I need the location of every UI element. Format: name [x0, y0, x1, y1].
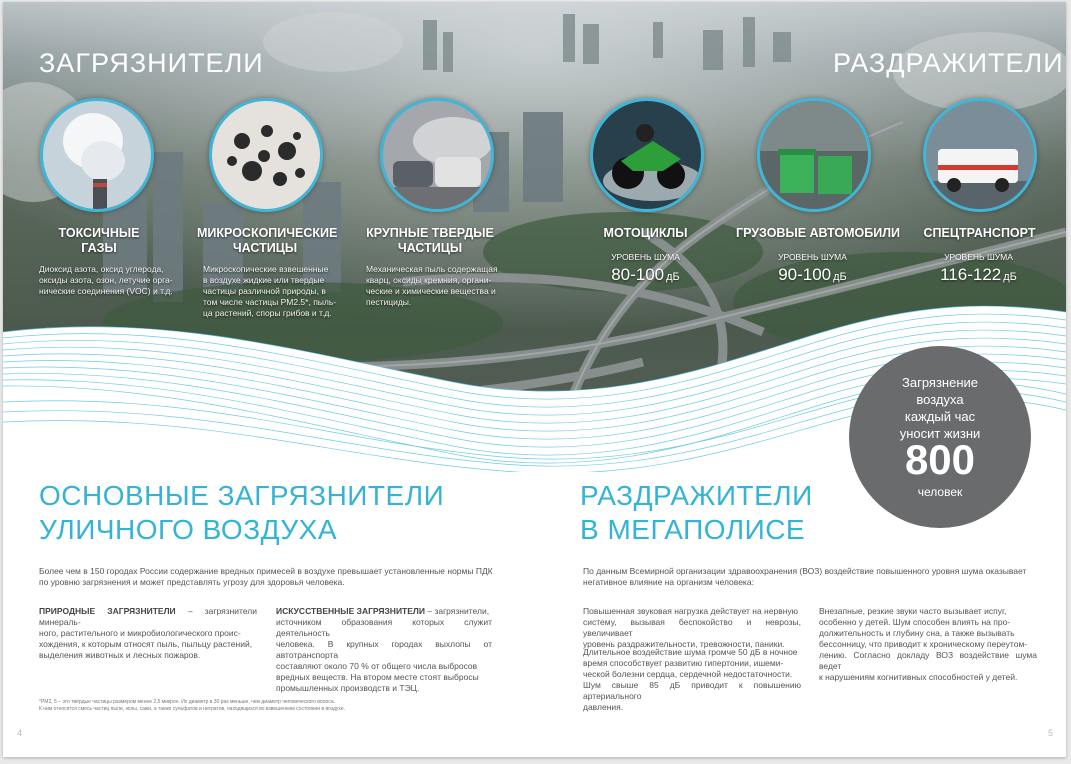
motorcycle-icon — [590, 98, 704, 212]
pollutant-title-toxic-gases: ТОКСИЧНЫЕ ГАЗЫ — [58, 226, 140, 255]
traffic-exhaust-icon — [380, 98, 494, 212]
pollutant-title-micro-particles: МИКРОСКОПИЧЕСКИЕ ЧАСТИЦЫ — [197, 226, 338, 255]
irritant-title-trucks: ГРУЗОВЫЕ АВТОМОБИЛИ — [736, 226, 900, 240]
brochure-spread — [3, 2, 1066, 757]
hypertension-paragraph: Длительное воздействие шума громче 50 дБ в ночное время способствует развитию гипертонии, ишеми- ческой болезни сердца, сердечной недостаточности. Шум свыше 85 дБ приводит к повышению артериального давления. — [583, 647, 801, 712]
stat-number: 800 — [904, 436, 976, 483]
garbage-truck-icon — [757, 98, 871, 212]
irritant-noise-label-trucks: УРОВЕНЬ ШУМА — [778, 252, 847, 262]
ambulance-icon — [923, 98, 1037, 212]
right-article-title: РАЗДРАЖИТЕЛИ В МЕГАПОЛИСЕ — [580, 480, 813, 545]
left-article-title: ОСНОВНЫЕ ЗАГРЯЗНИТЕЛИ УЛИЧНОГО ВОЗДУХА — [39, 480, 445, 545]
stat-text: Загрязнение воздуха каждый час уносит жизни — [899, 375, 981, 441]
artificial-pollutants-paragraph: ИСКУССТВЕННЫЕ ЗАГРЯЗНИТЕЛИ – загрязнители, источником образования которых служит деятельность человека. В крупных городах выхлопы от автотранспорта составляют около 70 % от общего числа выбросов вредных веществ. На втором месте стоят выбросы промышленных производств и ТЭЦ. — [276, 606, 492, 693]
pollutant-desc-toxic-gases: Диоксид азота, оксид углерода, оксиды азота, озон, летучие орга- нические соединения (VOC) и т.д. — [39, 264, 173, 296]
pollutant-desc-large-particles: Механическая пыль содержащая кварц, оксиды кремния, органи- ческие и химические вещества и пестициды. — [366, 264, 498, 307]
natural-pollutants-paragraph: ПРИРОДНЫЕ ЗАГРЯЗНИТЕЛИ – загрязнители минераль- ного, растительного и микробиологического проис- хождения, к которым относят пыль, пыльцу растений, выделения животных и лесных пожаров. — [39, 606, 257, 660]
right-section-heading: РАЗДРАЖИТЕЛИ — [833, 48, 1064, 78]
irritant-title-special-vehicles: СПЕЦТРАНСПОРТ — [923, 226, 1036, 240]
particles-icon — [209, 98, 323, 212]
irritant-noise-value-trucks: 90-100 дБ — [778, 265, 847, 284]
pm25-footnote: *PM2, 5 – это твёрдые частицы размером менее 2,5 микрон. Их диаметр в 30 раз меньше, чем диаметр человеческого волоса. К ним относятся смесь частиц пыли, золы, сажи, а также сульфатов и нитратов, находящихся во взвешенном состоянии в воздухе. — [39, 699, 345, 712]
mortality-stat-badge — [849, 346, 1031, 528]
page-number-left: 4 — [17, 728, 23, 738]
stat-unit: человек — [917, 485, 963, 499]
right-article-intro: По данным Всемирной организации здравоохранения (ВОЗ) воздействие повышенного уровня шума оказывает негативное влияние на организм человека: — [583, 566, 1027, 587]
smokestack-icon — [40, 98, 154, 212]
pollutant-title-large-particles: КРУПНЫЕ ТВЕРДЫЕ ЧАСТИЦЫ — [366, 226, 494, 255]
nervous-system-paragraph: Повышенная звуковая нагрузка действует на нервную систему, вызывая беспокойство и неврозы, увеличивает уровень раздражительности, тревожности, паники. — [583, 606, 801, 649]
left-article-intro: Более чем в 150 городах России содержание вредных примесей в воздухе превышает установленные нормы ПДК по уровню загрязнения и может представлять угрозу для здоровья человека. — [39, 566, 493, 587]
sleep-paragraph: Внезапные, резкие звуки часто вызывает испуг, особенно у детей. Шум способен влиять на про- должительность и глубину сна, а также вызывать бессонницу, что приводит к хроническому переутом- лению. Согласно докладу ВОЗ воздействие шума ведет к нарушениям когнитивных способностей у детей. — [819, 606, 1037, 682]
irritant-noise-value-motorcycles: 80-100 дБ — [611, 265, 680, 284]
irritant-noise-value-special-vehicles: 116-122 дБ — [940, 265, 1017, 284]
irritant-title-motorcycles: МОТОЦИКЛЫ — [603, 226, 688, 240]
page-number-right: 5 — [1048, 728, 1054, 738]
left-section-heading: ЗАГРЯЗНИТЕЛИ — [39, 48, 264, 78]
irritant-noise-label-special-vehicles: УРОВЕНЬ ШУМА — [944, 252, 1013, 262]
irritant-noise-label-motorcycles: УРОВЕНЬ ШУМА — [611, 252, 680, 262]
pollutant-desc-micro-particles: Микроскопические взвешенные в воздухе жидкие или твердые частицы различной природы, в том числе частицы PM2.5*, пыль- ца растений, споры грибов и т.д. — [203, 264, 337, 318]
